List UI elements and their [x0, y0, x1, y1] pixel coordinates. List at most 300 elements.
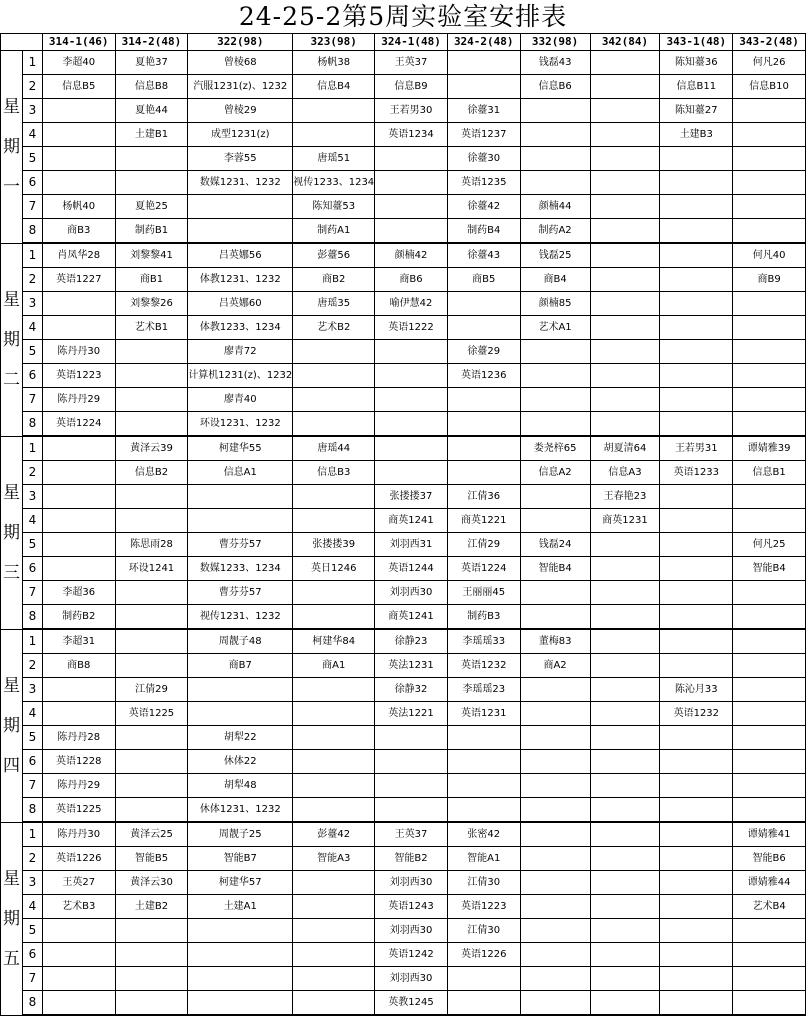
schedule-cell: 肖凤华28 — [42, 243, 115, 268]
schedule-cell — [293, 485, 375, 509]
schedule-cell — [590, 340, 660, 364]
schedule-cell: 商英1231 — [590, 509, 660, 533]
schedule-cell — [660, 171, 733, 195]
schedule-table — [0, 33, 806, 1016]
schedule-cell: 吕英娜56 — [188, 243, 293, 268]
schedule-cell: 杨帆40 — [42, 195, 115, 219]
schedule-cell: 曾棱68 — [188, 51, 293, 75]
schedule-cell — [733, 991, 806, 1016]
schedule-cell — [42, 316, 115, 340]
schedule-cell — [42, 485, 115, 509]
schedule-cell — [42, 292, 115, 316]
schedule-cell — [660, 485, 733, 509]
table-row — [1, 967, 806, 991]
schedule-cell — [520, 991, 590, 1016]
schedule-cell: 谭婧雅41 — [733, 822, 806, 847]
schedule-cell: 制药B3 — [447, 605, 520, 630]
schedule-cell — [590, 871, 660, 895]
schedule-cell — [293, 750, 375, 774]
schedule-cell: 英法1221 — [375, 702, 448, 726]
period-number: 1 — [22, 51, 42, 75]
table-row — [1, 195, 806, 219]
period-number: 1 — [22, 629, 42, 654]
schedule-cell — [42, 991, 115, 1016]
day-label: 星 期 一 — [1, 51, 23, 244]
schedule-cell: 智能B7 — [188, 847, 293, 871]
schedule-cell: 钱磊24 — [520, 533, 590, 557]
schedule-cell — [447, 798, 520, 823]
schedule-cell: 李瑶瑶23 — [447, 678, 520, 702]
schedule-cell — [520, 123, 590, 147]
period-number: 2 — [22, 847, 42, 871]
room-header: 343-1(48) — [660, 34, 733, 51]
day-label: 星 期 三 — [1, 436, 23, 629]
schedule-cell — [42, 171, 115, 195]
table-row — [1, 147, 806, 171]
schedule-cell: 商B6 — [375, 268, 448, 292]
schedule-cell: 英语1222 — [375, 316, 448, 340]
schedule-cell — [293, 509, 375, 533]
table-row — [1, 750, 806, 774]
schedule-cell — [733, 581, 806, 605]
schedule-cell — [375, 436, 448, 461]
schedule-cell — [520, 919, 590, 943]
table-row — [1, 871, 806, 895]
schedule-cell: 周靓子25 — [188, 822, 293, 847]
schedule-cell: 土建A1 — [188, 895, 293, 919]
table-row — [1, 509, 806, 533]
schedule-cell — [375, 219, 448, 244]
schedule-cell — [447, 436, 520, 461]
table-row — [1, 822, 806, 847]
schedule-cell — [375, 340, 448, 364]
schedule-cell — [733, 605, 806, 630]
schedule-cell — [733, 967, 806, 991]
schedule-cell — [293, 871, 375, 895]
schedule-cell: 夏艳25 — [115, 195, 188, 219]
schedule-cell: 江倩30 — [447, 919, 520, 943]
schedule-cell — [590, 219, 660, 244]
schedule-cell — [447, 388, 520, 412]
schedule-cell: 英语1227 — [42, 268, 115, 292]
schedule-cell — [520, 412, 590, 437]
schedule-cell: 商B5 — [447, 268, 520, 292]
schedule-cell — [590, 943, 660, 967]
schedule-cell — [590, 605, 660, 630]
schedule-cell — [42, 436, 115, 461]
schedule-cell: 周靓子48 — [188, 629, 293, 654]
schedule-cell — [660, 243, 733, 268]
table-row — [1, 774, 806, 798]
period-number: 6 — [22, 171, 42, 195]
period-number: 8 — [22, 412, 42, 437]
schedule-cell: 商A1 — [293, 654, 375, 678]
schedule-cell: 胡犁22 — [188, 726, 293, 750]
schedule-cell — [590, 364, 660, 388]
schedule-cell: 王春艳23 — [590, 485, 660, 509]
schedule-cell — [660, 509, 733, 533]
period-number: 3 — [22, 871, 42, 895]
table-row — [1, 461, 806, 485]
schedule-cell — [520, 967, 590, 991]
schedule-cell — [733, 292, 806, 316]
schedule-cell: 刘羽西30 — [375, 919, 448, 943]
schedule-cell: 视传1233、1234 — [293, 171, 375, 195]
table-row — [1, 581, 806, 605]
schedule-cell: 李蓉55 — [188, 147, 293, 171]
schedule-cell — [660, 219, 733, 244]
schedule-cell — [447, 750, 520, 774]
schedule-cell: 喻伊慧42 — [375, 292, 448, 316]
schedule-cell: 江倩36 — [447, 485, 520, 509]
schedule-cell — [590, 195, 660, 219]
schedule-cell: 何凡40 — [733, 243, 806, 268]
table-row — [1, 798, 806, 823]
schedule-cell: 英语1236 — [447, 364, 520, 388]
period-number: 7 — [22, 774, 42, 798]
schedule-cell — [520, 485, 590, 509]
room-header: 324-1(48) — [375, 34, 448, 51]
schedule-cell: 艺术B1 — [115, 316, 188, 340]
table-row — [1, 605, 806, 630]
schedule-cell: 商A2 — [520, 654, 590, 678]
schedule-cell — [660, 316, 733, 340]
schedule-cell — [115, 364, 188, 388]
schedule-cell: 江倩29 — [115, 678, 188, 702]
schedule-cell: 廖青40 — [188, 388, 293, 412]
schedule-cell: 徐薹31 — [447, 99, 520, 123]
schedule-cell: 曹芬芬57 — [188, 581, 293, 605]
room-header: 342(84) — [590, 34, 660, 51]
table-row — [1, 340, 806, 364]
schedule-cell: 体教1233、1234 — [188, 316, 293, 340]
schedule-cell — [188, 485, 293, 509]
schedule-cell: 陈丹丹30 — [42, 340, 115, 364]
schedule-cell: 成型1231(z) — [188, 123, 293, 147]
period-number: 2 — [22, 654, 42, 678]
schedule-cell — [115, 485, 188, 509]
schedule-cell: 陈知薹27 — [660, 99, 733, 123]
schedule-cell — [733, 919, 806, 943]
schedule-cell — [42, 533, 115, 557]
schedule-cell: 艺术B2 — [293, 316, 375, 340]
day-label: 星 期 二 — [1, 243, 23, 436]
table-row — [1, 219, 806, 244]
schedule-cell: 信息A2 — [520, 461, 590, 485]
schedule-cell — [733, 726, 806, 750]
schedule-cell: 徐静32 — [375, 678, 448, 702]
table-row — [1, 364, 806, 388]
schedule-cell: 陈丹丹29 — [42, 774, 115, 798]
schedule-cell — [590, 388, 660, 412]
schedule-cell — [42, 943, 115, 967]
table-row — [1, 292, 806, 316]
schedule-cell — [733, 750, 806, 774]
period-number: 4 — [22, 702, 42, 726]
schedule-cell — [590, 895, 660, 919]
schedule-cell: 谭婧雅39 — [733, 436, 806, 461]
period-number: 3 — [22, 292, 42, 316]
table-row — [1, 99, 806, 123]
schedule-cell — [188, 678, 293, 702]
schedule-cell — [293, 605, 375, 630]
schedule-cell: 信息B6 — [520, 75, 590, 99]
schedule-cell — [375, 774, 448, 798]
schedule-cell: 制药B2 — [42, 605, 115, 630]
schedule-cell — [375, 461, 448, 485]
schedule-cell — [733, 147, 806, 171]
schedule-cell: 徐薹43 — [447, 243, 520, 268]
schedule-cell — [447, 967, 520, 991]
schedule-cell: 制药B1 — [115, 219, 188, 244]
schedule-cell — [115, 412, 188, 437]
schedule-cell: 王英27 — [42, 871, 115, 895]
schedule-cell — [733, 509, 806, 533]
schedule-cell: 信息B3 — [293, 461, 375, 485]
schedule-cell: 英语1224 — [42, 412, 115, 437]
schedule-cell — [115, 147, 188, 171]
schedule-cell — [520, 605, 590, 630]
schedule-cell — [293, 919, 375, 943]
schedule-cell: 数媒1231、1232 — [188, 171, 293, 195]
schedule-cell — [733, 943, 806, 967]
schedule-cell — [733, 654, 806, 678]
schedule-cell: 商B8 — [42, 654, 115, 678]
schedule-cell — [660, 871, 733, 895]
schedule-cell: 唐瑶44 — [293, 436, 375, 461]
schedule-cell: 钱磊43 — [520, 51, 590, 75]
schedule-cell — [447, 991, 520, 1016]
schedule-cell: 英语1223 — [447, 895, 520, 919]
schedule-cell — [188, 509, 293, 533]
schedule-cell — [293, 895, 375, 919]
schedule-cell — [293, 388, 375, 412]
table-row — [1, 654, 806, 678]
schedule-cell — [660, 195, 733, 219]
schedule-cell — [590, 316, 660, 340]
table-row — [1, 268, 806, 292]
schedule-cell — [590, 171, 660, 195]
schedule-cell — [660, 364, 733, 388]
schedule-cell — [733, 485, 806, 509]
schedule-cell — [115, 943, 188, 967]
period-number: 8 — [22, 991, 42, 1016]
schedule-cell: 张搂搂37 — [375, 485, 448, 509]
schedule-cell — [42, 123, 115, 147]
day-label: 星 期 五 — [1, 822, 23, 1015]
schedule-cell: 王若男30 — [375, 99, 448, 123]
schedule-cell — [293, 726, 375, 750]
period-number: 2 — [22, 461, 42, 485]
schedule-cell — [520, 340, 590, 364]
schedule-cell — [733, 171, 806, 195]
period-number: 6 — [22, 557, 42, 581]
schedule-cell — [115, 388, 188, 412]
table-row — [1, 629, 806, 654]
schedule-cell: 信息B8 — [115, 75, 188, 99]
table-row — [1, 557, 806, 581]
schedule-cell: 陈丹丹30 — [42, 822, 115, 847]
schedule-cell: 李超31 — [42, 629, 115, 654]
room-header: 314-1(46) — [42, 34, 115, 51]
room-header: 322(98) — [188, 34, 293, 51]
schedule-cell: 刘黎黎26 — [115, 292, 188, 316]
schedule-cell — [520, 364, 590, 388]
schedule-cell: 英语1233 — [660, 461, 733, 485]
period-number: 2 — [22, 268, 42, 292]
schedule-cell: 信息A3 — [590, 461, 660, 485]
schedule-cell — [115, 581, 188, 605]
schedule-cell — [375, 171, 448, 195]
schedule-cell: 商英1241 — [375, 509, 448, 533]
schedule-cell — [115, 919, 188, 943]
schedule-cell — [375, 726, 448, 750]
schedule-cell: 艺术B3 — [42, 895, 115, 919]
day-label: 星 期 四 — [1, 629, 23, 822]
schedule-cell — [733, 123, 806, 147]
schedule-cell: 颜楠85 — [520, 292, 590, 316]
schedule-cell: 英语1235 — [447, 171, 520, 195]
schedule-cell — [660, 581, 733, 605]
schedule-cell: 王英37 — [375, 822, 448, 847]
schedule-cell — [660, 967, 733, 991]
schedule-cell: 英语1225 — [115, 702, 188, 726]
schedule-cell: 智能B2 — [375, 847, 448, 871]
schedule-cell: 商B2 — [293, 268, 375, 292]
schedule-cell: 夏艳44 — [115, 99, 188, 123]
schedule-cell — [375, 412, 448, 437]
schedule-cell: 娄尧梓65 — [520, 436, 590, 461]
schedule-cell: 英语1244 — [375, 557, 448, 581]
schedule-cell — [375, 798, 448, 823]
period-number: 5 — [22, 726, 42, 750]
schedule-cell: 商英1241 — [375, 605, 448, 630]
schedule-cell — [520, 171, 590, 195]
schedule-cell: 视传1231、1232 — [188, 605, 293, 630]
schedule-cell: 柯建华55 — [188, 436, 293, 461]
schedule-cell — [375, 195, 448, 219]
schedule-cell — [520, 798, 590, 823]
period-number: 4 — [22, 895, 42, 919]
period-number: 7 — [22, 388, 42, 412]
schedule-cell — [733, 219, 806, 244]
schedule-cell — [660, 292, 733, 316]
schedule-cell — [590, 557, 660, 581]
schedule-cell — [293, 678, 375, 702]
period-number: 3 — [22, 99, 42, 123]
period-number: 1 — [22, 822, 42, 847]
schedule-cell: 唐瑶35 — [293, 292, 375, 316]
schedule-cell — [590, 51, 660, 75]
schedule-cell — [660, 388, 733, 412]
schedule-cell: 汽服1231(z)、1232 — [188, 75, 293, 99]
period-number: 5 — [22, 340, 42, 364]
schedule-cell: 陈思雨28 — [115, 533, 188, 557]
schedule-cell: 刘羽西30 — [375, 581, 448, 605]
schedule-cell — [188, 195, 293, 219]
schedule-cell — [660, 822, 733, 847]
schedule-cell — [115, 654, 188, 678]
schedule-cell — [733, 388, 806, 412]
schedule-cell — [115, 750, 188, 774]
schedule-cell — [733, 364, 806, 388]
schedule-cell — [115, 967, 188, 991]
schedule-cell — [590, 798, 660, 823]
schedule-cell: 曹芬芬57 — [188, 533, 293, 557]
period-number: 5 — [22, 533, 42, 557]
table-row — [1, 316, 806, 340]
schedule-cell: 刘羽西30 — [375, 871, 448, 895]
schedule-cell — [293, 123, 375, 147]
schedule-cell: 徐薹29 — [447, 340, 520, 364]
schedule-cell — [520, 726, 590, 750]
table-row — [1, 243, 806, 268]
table-row — [1, 943, 806, 967]
schedule-cell — [590, 847, 660, 871]
schedule-cell — [660, 654, 733, 678]
schedule-cell: 英语1228 — [42, 750, 115, 774]
schedule-cell: 李超36 — [42, 581, 115, 605]
schedule-cell — [520, 774, 590, 798]
table-row — [1, 533, 806, 557]
schedule-cell — [520, 99, 590, 123]
schedule-cell: 智能A1 — [447, 847, 520, 871]
schedule-cell: 商英1221 — [447, 509, 520, 533]
schedule-cell — [660, 943, 733, 967]
table-row — [1, 485, 806, 509]
schedule-cell: 谭婧雅44 — [733, 871, 806, 895]
period-number: 1 — [22, 436, 42, 461]
schedule-cell — [293, 798, 375, 823]
schedule-cell: 胡犁48 — [188, 774, 293, 798]
schedule-cell — [293, 967, 375, 991]
schedule-cell — [733, 340, 806, 364]
schedule-cell — [42, 461, 115, 485]
schedule-cell — [115, 774, 188, 798]
schedule-cell — [590, 822, 660, 847]
schedule-cell: 黄泽云39 — [115, 436, 188, 461]
table-row — [1, 895, 806, 919]
schedule-cell: 陈丹丹28 — [42, 726, 115, 750]
schedule-cell: 柯建华57 — [188, 871, 293, 895]
schedule-cell: 钱磊25 — [520, 243, 590, 268]
schedule-cell — [520, 678, 590, 702]
schedule-cell: 英日1246 — [293, 557, 375, 581]
table-row — [1, 847, 806, 871]
schedule-cell — [590, 533, 660, 557]
schedule-cell — [188, 967, 293, 991]
schedule-cell — [733, 678, 806, 702]
schedule-cell: 黄泽云30 — [115, 871, 188, 895]
schedule-cell: 刘黎黎41 — [115, 243, 188, 268]
schedule-cell: 商B3 — [42, 219, 115, 244]
schedule-cell — [590, 147, 660, 171]
schedule-cell — [115, 340, 188, 364]
schedule-cell — [293, 943, 375, 967]
schedule-cell — [42, 147, 115, 171]
table-row — [1, 412, 806, 437]
schedule-cell: 张搂搂39 — [293, 533, 375, 557]
period-number: 4 — [22, 316, 42, 340]
schedule-cell: 李瑶瑶33 — [447, 629, 520, 654]
schedule-cell — [520, 943, 590, 967]
schedule-cell: 颜楠44 — [520, 195, 590, 219]
schedule-cell: 智能B6 — [733, 847, 806, 871]
schedule-cell: 徐薹42 — [447, 195, 520, 219]
schedule-cell: 信息B9 — [375, 75, 448, 99]
schedule-cell: 计算机1231(z)、1232 — [188, 364, 293, 388]
schedule-cell: 英语1225 — [42, 798, 115, 823]
